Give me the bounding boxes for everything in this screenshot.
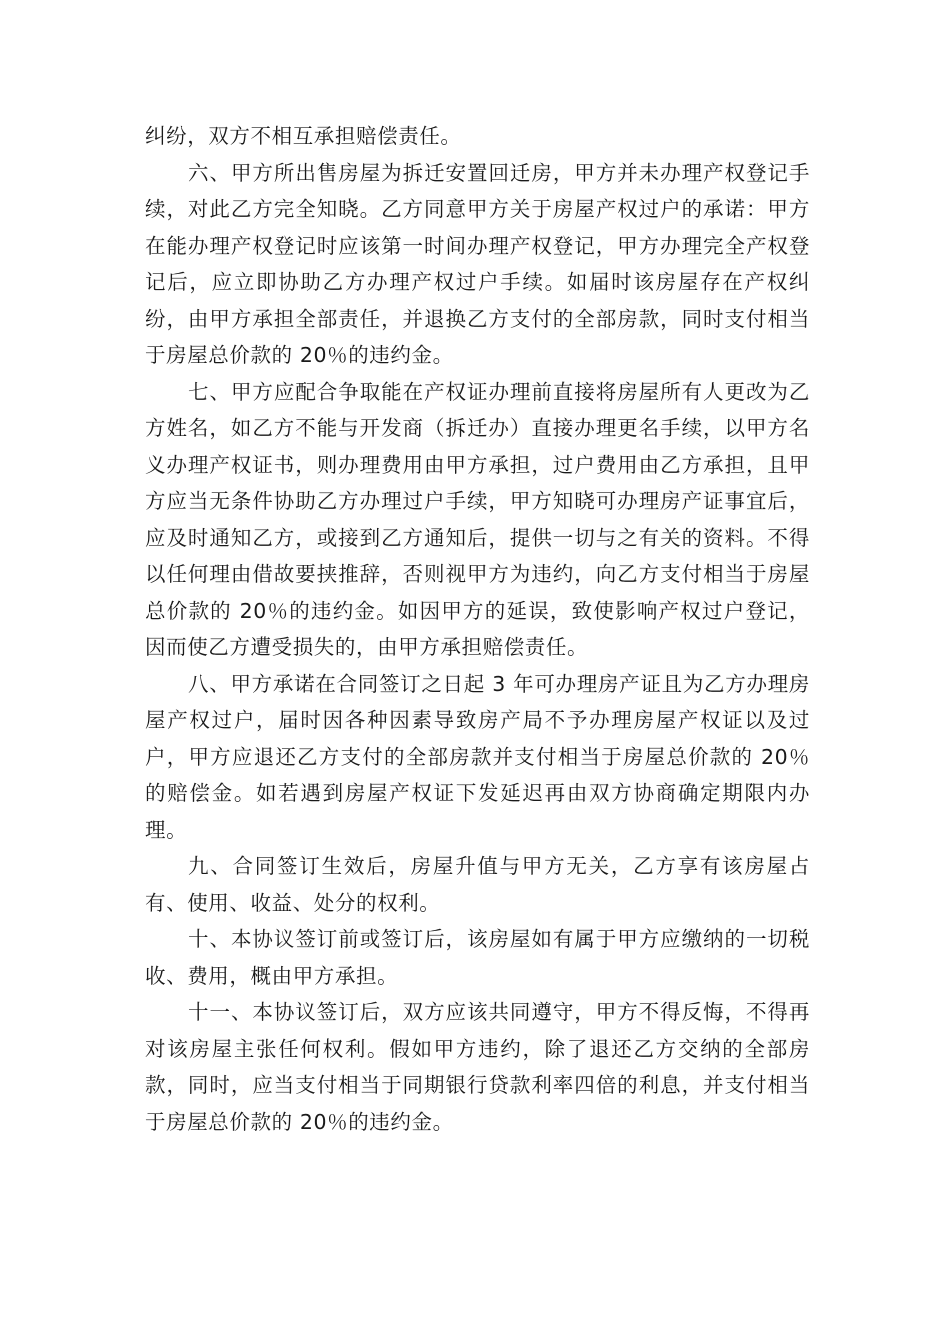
paragraph-clause-8: 八、甲方承诺在合同签订之日起 3 年可办理房产证且为乙方办理房屋产权过户，届时因各种因素导致房产局不予办理房屋产权证以及过户，甲方应退还乙方支付的全部房款并支付相当于房屋总价款的 20％的赔偿金。如若遇到房屋产权证下发延迟再由双方协商确定期限内办理。 (145, 671, 810, 842)
paragraph-clause-11: 十一、本协议签订后，双方应该共同遵守，甲方不得反悔，不得再对该房屋主张任何权利。假如甲方违约，除了退还乙方交纳的全部房款，同时，应当支付相当于同期银行贷款利率四倍的利息，并支付相当于房屋总价款的 20％的违约金。 (145, 1000, 810, 1134)
paragraph-clause-10: 十、本协议签订前或签订后，该房屋如有属于甲方应缴纳的一切税收、费用，概由甲方承担。 (145, 927, 810, 988)
paragraph-clause-9: 九、合同签订生效后，房屋升值与甲方无关，乙方享有该房屋占有、使用、收益、处分的权利。 (145, 854, 810, 915)
paragraph-clause-6: 六、甲方所出售房屋为拆迁安置回迁房，甲方并未办理产权登记手续，对此乙方完全知晓。乙方同意甲方关于房屋产权过户的承诺：甲方在能办理产权登记时应该第一时间办理产权登记，甲方办理完全产权登记后，应立即协助乙方办理产权过户手续。如届时该房屋存在产权纠纷，由甲方承担全部责任，并退换乙方支付的全部房款，同时支付相当于房屋总价款的 20％的违约金。 (145, 160, 810, 367)
document-page (145, 118, 810, 1140)
paragraph-clause-7: 七、甲方应配合争取能在产权证办理前直接将房屋所有人更改为乙方姓名，如乙方不能与开发商（拆迁办）直接办理更名手续，以甲方名义办理产权证书，则办理费用由甲方承担，过户费用由乙方承担，且甲方应当无条件协助乙方办理过户手续，甲方知晓可办理房产证事宜后，应及时通知乙方，或接到乙方通知后，提供一切与之有关的资料。不得以任何理由借故要挟推辞，否则视甲方为违约，向乙方支付相当于房屋总价款的 20％的违约金。如因甲方的延误，致使影响产权过户登记，因而使乙方遭受损失的，由甲方承担赔偿责任。 (145, 379, 810, 659)
paragraph-continuation: 纠纷，双方不相互承担赔偿责任。 (145, 124, 462, 148)
